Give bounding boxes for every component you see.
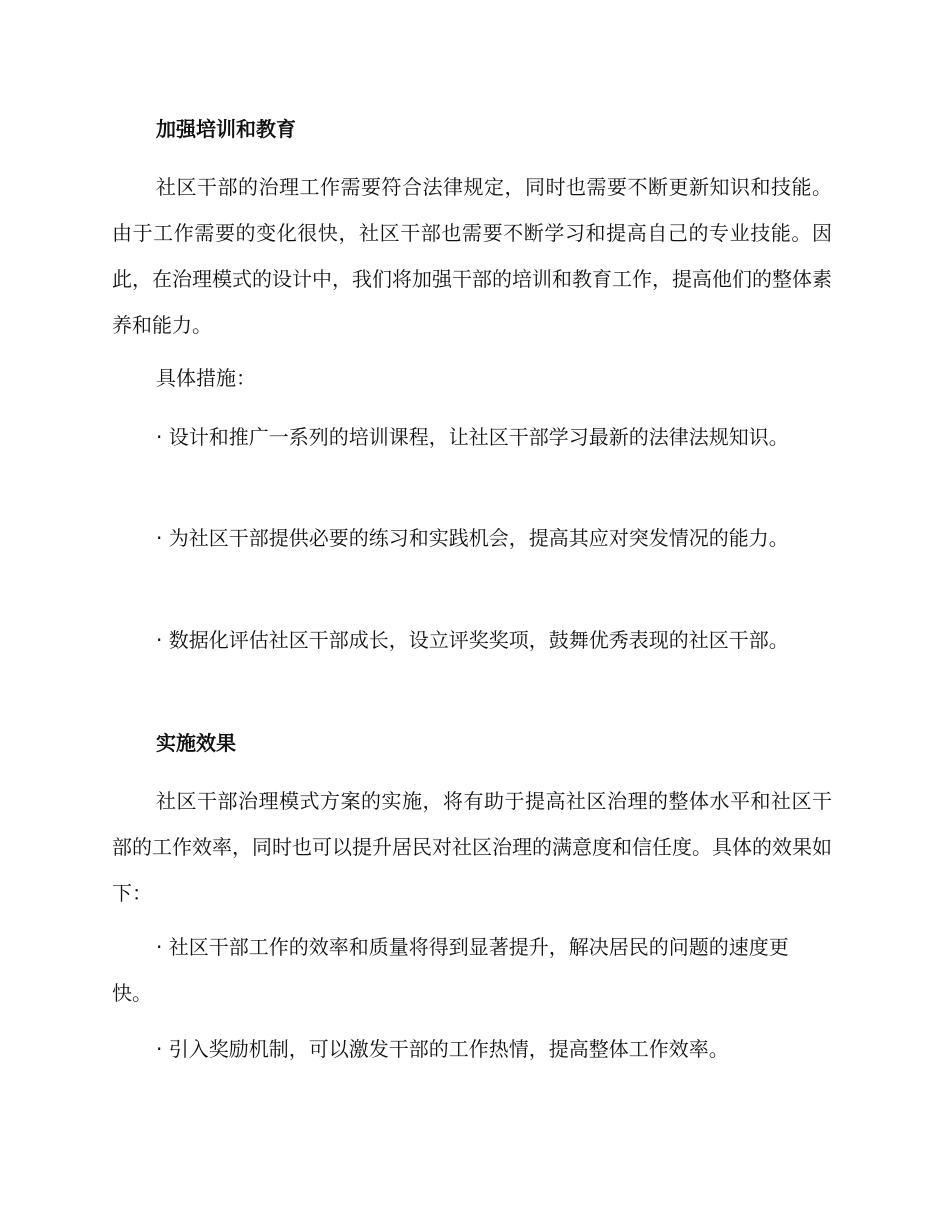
bullet-practice-opportunities: · 为社区干部提供必要的练习和实践机会，提高其应对突发情况的能力。 <box>156 526 789 550</box>
bullet-efficiency-quality: · 社区干部工作的效率和质量将得到显著提升，解决居民的问题的速度更快。 <box>112 935 789 1005</box>
bullet-reward-mechanism: · 引入奖励机制，可以激发干部的工作热情，提高整体工作效率。 <box>156 1037 729 1061</box>
bullet-training-courses: · 设计和推广一系列的培训课程，让社区干部学习最新的法律法规知识。 <box>156 425 789 449</box>
section-heading-training: 加强培训和教育 <box>156 117 296 141</box>
paragraph-effects-intro: 社区干部治理模式方案的实施，将有助于提高社区治理的整体水平和社区干部的工作效率，同时也可以提升居民对社区治理的满意度和信任度。具体的效果如下： <box>112 789 832 905</box>
bullet-data-evaluation: · 数据化评估社区干部成长，设立评奖奖项，鼓舞优秀表现的社区干部。 <box>156 628 789 652</box>
paragraph-training-intro: 社区干部的治理工作需要符合法律规定，同时也需要不断更新知识和技能。由于工作需要的变化很快，社区干部也需要不断学习和提高自己的专业技能。因此，在治理模式的设计中，我们将加强干部的培训和教育工作，提高他们的整体素养和能力。 <box>112 175 832 337</box>
section-heading-effects: 实施效果 <box>156 731 236 755</box>
measures-label: 具体措施： <box>156 366 256 390</box>
